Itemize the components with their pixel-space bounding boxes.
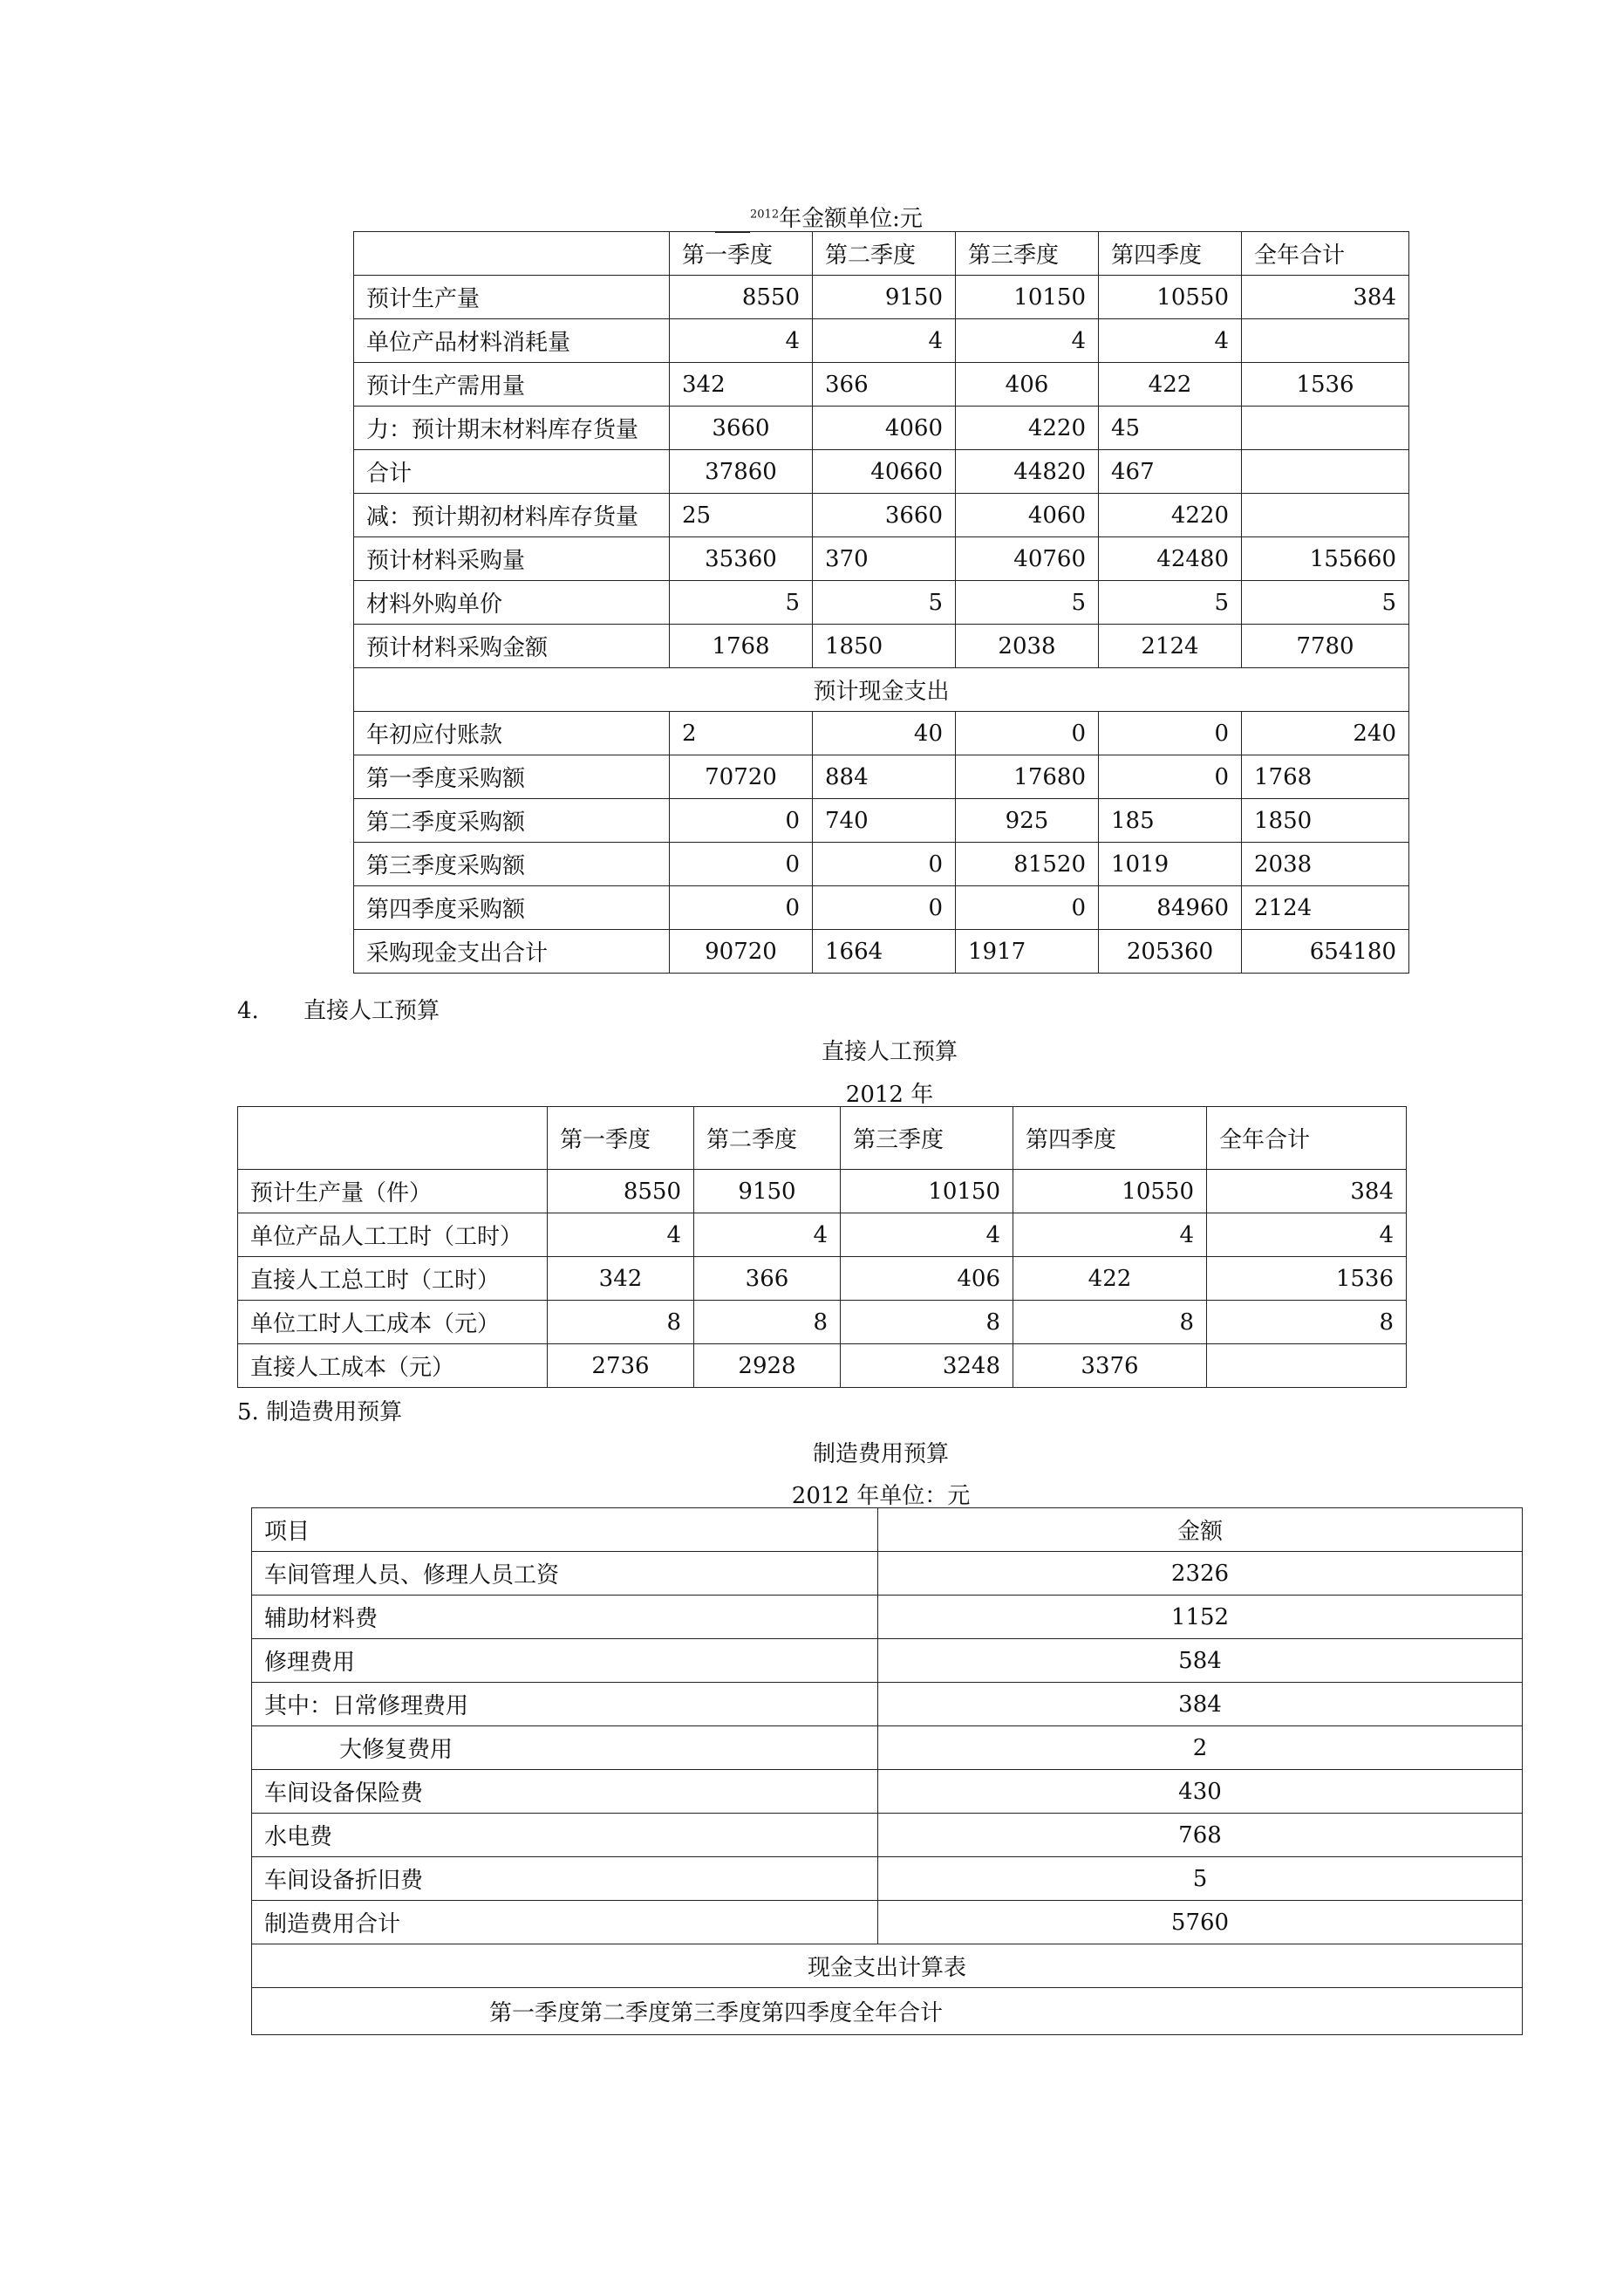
value-cell: 422 — [1099, 363, 1242, 407]
value-cell: 0 — [1099, 755, 1242, 799]
row-label: 第四季度采购额 — [354, 886, 670, 930]
row-label: 预计材料采购金额 — [354, 625, 670, 668]
column-header-amount: 金额 — [878, 1508, 1523, 1552]
value-cell: 2038 — [1242, 843, 1409, 886]
table-row — [252, 1901, 1523, 1944]
value-cell: 1019 — [1099, 843, 1242, 886]
value-cell: 0 — [670, 843, 813, 886]
value-cell: 366 — [694, 1257, 841, 1301]
row-label: 材料外购单价 — [354, 581, 670, 625]
value-cell: 205360 — [1099, 930, 1242, 974]
overhead-budget-title: 制造费用预算 — [812, 1441, 949, 1467]
value-cell: 44820 — [956, 450, 1099, 494]
value-cell: 2038 — [956, 625, 1099, 668]
amount-cell: 430 — [878, 1770, 1523, 1814]
table-row — [252, 1639, 1523, 1683]
column-header: 第二季度 — [813, 232, 956, 276]
amount-cell: 5760 — [878, 1901, 1523, 1944]
table-row — [252, 1857, 1523, 1901]
row-label: 年初应付账款 — [354, 712, 670, 755]
value-cell: 2124 — [1099, 625, 1242, 668]
value-cell — [1242, 494, 1409, 537]
material-budget-table — [353, 231, 1409, 974]
amount-cell: 384 — [878, 1683, 1523, 1726]
row-label: 单位产品材料消耗量 — [354, 319, 670, 363]
value-cell: 8550 — [548, 1170, 694, 1213]
amount-cell: 1152 — [878, 1596, 1523, 1639]
table-row — [354, 581, 1409, 625]
value-cell: 4 — [1207, 1213, 1407, 1257]
row-label: 减：预计期初材料库存货量 — [354, 494, 670, 537]
value-cell: 8550 — [670, 276, 813, 319]
value-cell: 0 — [956, 886, 1099, 930]
table-row — [238, 1170, 1407, 1213]
value-cell: 1664 — [813, 930, 956, 974]
column-header: 全年合计 — [1207, 1107, 1407, 1170]
column-header: 第一季度 — [670, 232, 813, 276]
table-row — [354, 407, 1409, 450]
value-cell: 155660 — [1242, 537, 1409, 581]
table-row — [354, 755, 1409, 799]
value-cell: 40760 — [956, 537, 1099, 581]
row-label: 直接人工总工时（工时） — [238, 1257, 548, 1301]
value-cell: 3660 — [670, 407, 813, 450]
table-row — [238, 1344, 1407, 1388]
value-cell: 384 — [1207, 1170, 1407, 1213]
section-4-heading: 4. 直接人工预算 — [237, 998, 440, 1024]
column-header: 第三季度 — [956, 232, 1099, 276]
value-cell: 0 — [813, 843, 956, 886]
row-label: 其中：日常修理费用 — [252, 1683, 878, 1726]
value-cell: 45 — [1099, 407, 1242, 450]
header-row — [354, 232, 1409, 276]
value-cell: 4060 — [813, 407, 956, 450]
value-cell: 0 — [670, 799, 813, 843]
table-row — [252, 1683, 1523, 1726]
value-cell: 5 — [1099, 581, 1242, 625]
value-cell: 35360 — [670, 537, 813, 581]
table-row — [354, 886, 1409, 930]
row-label: 预计生产量（件） — [238, 1170, 548, 1213]
table-row — [354, 319, 1409, 363]
value-cell: 4060 — [956, 494, 1099, 537]
table-row — [252, 1596, 1523, 1639]
value-cell: 84960 — [1099, 886, 1242, 930]
value-cell: 10550 — [1013, 1170, 1207, 1213]
value-cell: 1768 — [670, 625, 813, 668]
material-budget-caption: $^{2012}$年金额单位:元 — [715, 201, 942, 233]
section-row — [252, 1944, 1523, 1988]
table-row — [354, 494, 1409, 537]
value-cell: 4 — [1099, 319, 1242, 363]
value-cell: 8 — [1207, 1301, 1407, 1344]
value-cell: 0 — [1099, 712, 1242, 755]
row-label: 车间管理人员、修理人员工资 — [252, 1552, 878, 1596]
value-cell: 9150 — [813, 276, 956, 319]
cash-table-header: 第一季度第二季度第三季度第四季度全年合计 — [252, 1988, 1523, 2035]
value-cell: 185 — [1099, 799, 1242, 843]
value-cell: 1536 — [1242, 363, 1409, 407]
header-blank-cell — [238, 1107, 548, 1170]
value-cell: 406 — [956, 363, 1099, 407]
value-cell: 2928 — [694, 1344, 841, 1388]
section-row — [252, 1988, 1523, 2035]
value-cell: 5 — [1242, 581, 1409, 625]
row-label: 水电费 — [252, 1814, 878, 1857]
column-header: 第四季度 — [1099, 232, 1242, 276]
amount-cell: 2326 — [878, 1552, 1523, 1596]
value-cell: 925 — [956, 799, 1099, 843]
row-label: 车间设备保险费 — [252, 1770, 878, 1814]
labor-budget-year: 2012 年 — [845, 1082, 934, 1108]
value-cell: 366 — [813, 363, 956, 407]
value-cell: 406 — [841, 1257, 1013, 1301]
value-cell: 5 — [813, 581, 956, 625]
section-row — [354, 668, 1409, 712]
value-cell: 4 — [841, 1213, 1013, 1257]
value-cell: 70720 — [670, 755, 813, 799]
column-header: 第二季度 — [694, 1107, 841, 1170]
table-row — [354, 276, 1409, 319]
column-header: 第一季度 — [548, 1107, 694, 1170]
column-header-item: 项目 — [252, 1508, 878, 1552]
value-cell: 0 — [956, 712, 1099, 755]
value-cell: 3376 — [1013, 1344, 1207, 1388]
labor-budget-title: 直接人工预算 — [821, 1039, 958, 1065]
value-cell: 4 — [1013, 1213, 1207, 1257]
table-row — [354, 537, 1409, 581]
value-cell: 342 — [670, 363, 813, 407]
header-row — [238, 1107, 1407, 1170]
table-row — [252, 1726, 1523, 1770]
value-cell: 1850 — [1242, 799, 1409, 843]
value-cell: 884 — [813, 755, 956, 799]
value-cell: 42480 — [1099, 537, 1242, 581]
value-cell: 2736 — [548, 1344, 694, 1388]
table-row — [252, 1770, 1523, 1814]
value-cell: 81520 — [956, 843, 1099, 886]
row-label: 单位产品人工工时（工时） — [238, 1213, 548, 1257]
value-cell: 654180 — [1242, 930, 1409, 974]
cash-outflow-section-title: 预计现金支出 — [354, 668, 1409, 712]
row-label: 单位工时人工成本（元） — [238, 1301, 548, 1344]
value-cell — [1207, 1344, 1407, 1388]
table-row — [252, 1552, 1523, 1596]
value-cell: 342 — [548, 1257, 694, 1301]
value-cell: 4 — [670, 319, 813, 363]
value-cell: 370 — [813, 537, 956, 581]
amount-cell: 5 — [878, 1857, 1523, 1901]
table-row — [354, 930, 1409, 974]
value-cell: 40660 — [813, 450, 956, 494]
value-cell: 7780 — [1242, 625, 1409, 668]
value-cell: 90720 — [670, 930, 813, 974]
table-row — [354, 712, 1409, 755]
value-cell: 384 — [1242, 276, 1409, 319]
value-cell: 4 — [813, 319, 956, 363]
row-label: 修理费用 — [252, 1639, 878, 1683]
table-row — [238, 1257, 1407, 1301]
column-header: 第三季度 — [841, 1107, 1013, 1170]
section-5-heading: 5. 制造费用预算 — [237, 1399, 403, 1425]
overhead-budget-table — [251, 1507, 1523, 2035]
table-row — [252, 1814, 1523, 1857]
value-cell: 8 — [548, 1301, 694, 1344]
value-cell: 17680 — [956, 755, 1099, 799]
value-cell: 8 — [841, 1301, 1013, 1344]
value-cell: 0 — [670, 886, 813, 930]
header-row — [252, 1508, 1523, 1552]
value-cell: 5 — [670, 581, 813, 625]
value-cell: 740 — [813, 799, 956, 843]
value-cell: 8 — [694, 1301, 841, 1344]
amount-cell: 768 — [878, 1814, 1523, 1857]
row-label: 预计材料采购量 — [354, 537, 670, 581]
value-cell: 1768 — [1242, 755, 1409, 799]
row-label: 制造费用合计 — [252, 1901, 878, 1944]
value-cell: 3248 — [841, 1344, 1013, 1388]
row-label: 车间设备折旧费 — [252, 1857, 878, 1901]
row-label: 辅助材料费 — [252, 1596, 878, 1639]
value-cell — [1242, 450, 1409, 494]
value-cell: 4 — [694, 1213, 841, 1257]
value-cell: 9150 — [694, 1170, 841, 1213]
amount-cell: 2 — [878, 1726, 1523, 1770]
value-cell: 2124 — [1242, 886, 1409, 930]
row-label: 第三季度采购额 — [354, 843, 670, 886]
value-cell: 10150 — [956, 276, 1099, 319]
row-label: 直接人工成本（元） — [238, 1344, 548, 1388]
value-cell: 8 — [1013, 1301, 1207, 1344]
value-cell: 0 — [813, 886, 956, 930]
table-row — [354, 625, 1409, 668]
value-cell: 422 — [1013, 1257, 1207, 1301]
value-cell: 4 — [956, 319, 1099, 363]
row-label: 力：预计期末材料库存货量 — [354, 407, 670, 450]
row-label: 第二季度采购额 — [354, 799, 670, 843]
column-header: 第四季度 — [1013, 1107, 1207, 1170]
value-cell: 467 — [1099, 450, 1242, 494]
cash-table-title: 现金支出计算表 — [252, 1944, 1523, 1988]
value-cell: 4220 — [956, 407, 1099, 450]
header-blank-cell — [354, 232, 670, 276]
value-cell: 10550 — [1099, 276, 1242, 319]
table-row — [238, 1301, 1407, 1344]
value-cell — [1242, 319, 1409, 363]
value-cell: 1536 — [1207, 1257, 1407, 1301]
table-row — [354, 450, 1409, 494]
value-cell: 1850 — [813, 625, 956, 668]
value-cell — [1242, 407, 1409, 450]
value-cell: 37860 — [670, 450, 813, 494]
overhead-budget-year-unit: 2012 年单位：元 — [791, 1483, 971, 1509]
table-row — [354, 363, 1409, 407]
amount-cell: 584 — [878, 1639, 1523, 1683]
value-cell: 4 — [548, 1213, 694, 1257]
value-cell: 240 — [1242, 712, 1409, 755]
value-cell: 25 — [670, 494, 813, 537]
row-label: 合计 — [354, 450, 670, 494]
value-cell: 5 — [956, 581, 1099, 625]
caption-blank-line — [715, 211, 750, 233]
value-cell: 10150 — [841, 1170, 1013, 1213]
value-cell: 2 — [670, 712, 813, 755]
table-row — [354, 843, 1409, 886]
row-label: 第一季度采购额 — [354, 755, 670, 799]
column-header: 全年合计 — [1242, 232, 1409, 276]
labor-budget-table — [237, 1106, 1407, 1388]
row-label: 预计生产需用量 — [354, 363, 670, 407]
value-cell: 4220 — [1099, 494, 1242, 537]
table-row — [238, 1213, 1407, 1257]
value-cell: 40 — [813, 712, 956, 755]
value-cell: 1917 — [956, 930, 1099, 974]
value-cell: 3660 — [813, 494, 956, 537]
table-row — [354, 799, 1409, 843]
row-label: 大修复费用 — [252, 1726, 878, 1770]
row-label: 采购现金支出合计 — [354, 930, 670, 974]
row-label: 预计生产量 — [354, 276, 670, 319]
